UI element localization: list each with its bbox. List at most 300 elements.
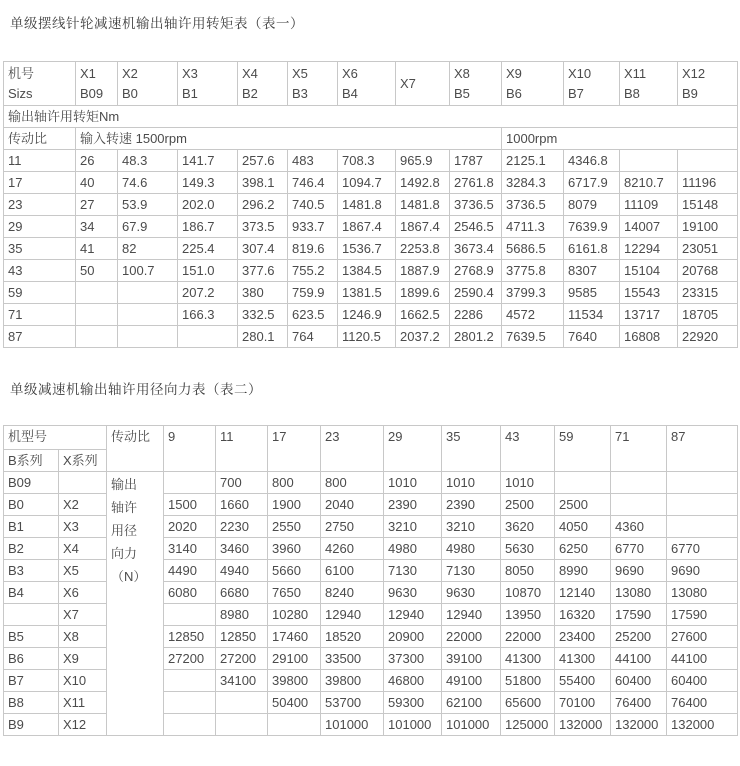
b-series-cell: B5 [4, 626, 59, 648]
force-value-cell: 70100 [555, 692, 611, 714]
ratio-value-header-cell: 29 [384, 426, 442, 472]
torque-value-cell: 149.3 [178, 172, 238, 194]
torque-value-cell: 15543 [620, 282, 678, 304]
force-value-cell: 2500 [501, 494, 555, 516]
torque-value-cell: 1246.9 [338, 304, 396, 326]
force-value-cell: 4360 [611, 516, 667, 538]
force-value-cell: 34100 [216, 670, 268, 692]
force-value-cell: 39100 [442, 648, 501, 670]
force-value-cell: 4980 [442, 538, 501, 560]
force-value-cell: 12850 [216, 626, 268, 648]
force-value-cell: 23400 [555, 626, 611, 648]
force-value-cell: 125000 [501, 714, 555, 736]
force-value-cell: 6770 [667, 538, 738, 560]
model-header-cell-line: X2 [122, 65, 138, 81]
force-value-cell [268, 714, 321, 736]
x-series-cell: X7 [59, 604, 107, 626]
torque-value-cell: 3284.3 [502, 172, 564, 194]
torque-data-row [4, 326, 738, 348]
torque-table [3, 61, 738, 348]
torque-value-cell: 307.4 [238, 238, 288, 260]
ratio-value-header-cell: 43 [501, 426, 555, 472]
model-header-cell-line: B2 [242, 85, 258, 101]
model-header-cell-line: X7 [400, 75, 416, 91]
force-value-cell: 1900 [268, 494, 321, 516]
ratio-value-header-cell: 87 [667, 426, 738, 472]
model-header-cell-line: X3 [182, 65, 198, 81]
torque-value-cell: 19100 [678, 216, 738, 238]
force-value-cell: 2020 [164, 516, 216, 538]
b-series-cell: B9 [4, 714, 59, 736]
torque-value-cell: 3673.4 [450, 238, 502, 260]
b-series-cell [4, 604, 59, 626]
size-header-cell-line: Sizs [8, 85, 33, 101]
torque-value-cell [178, 326, 238, 348]
force-value-cell: 2230 [216, 516, 268, 538]
torque-value-cell: 377.6 [238, 260, 288, 282]
force-value-cell [667, 472, 738, 494]
force-value-cell: 132000 [667, 714, 738, 736]
radial-force-table [3, 425, 738, 736]
force-value-cell: 22000 [501, 626, 555, 648]
force-value-cell: 700 [216, 472, 268, 494]
speed-1000rpm-cell: 1000rpm [502, 128, 738, 150]
force-value-cell: 65600 [501, 692, 555, 714]
x-series-cell: X12 [59, 714, 107, 736]
ratio-cell: 23 [4, 194, 76, 216]
torque-value-cell [118, 326, 178, 348]
b-series-cell: B7 [4, 670, 59, 692]
ratio-cell: 59 [4, 282, 76, 304]
ratio-value-header-cell: 71 [611, 426, 667, 472]
torque-value-cell: 1120.5 [338, 326, 396, 348]
torque-value-cell: 708.3 [338, 150, 396, 172]
torque-data-row [4, 304, 738, 326]
torque-value-cell [620, 150, 678, 172]
force-unit-label-cell-line: （N） [111, 569, 147, 584]
torque-value-cell [76, 282, 118, 304]
force-value-cell: 76400 [611, 692, 667, 714]
force-value-cell: 2500 [555, 494, 611, 516]
torque-value-cell [118, 282, 178, 304]
torque-value-cell: 18705 [678, 304, 738, 326]
ratio-value-header-cell: 9 [164, 426, 216, 472]
torque-value-cell: 151.0 [178, 260, 238, 282]
force-value-cell: 3210 [442, 516, 501, 538]
torque-value-cell: 759.9 [288, 282, 338, 304]
torque-value-cell [76, 326, 118, 348]
x-series-cell: X6 [59, 582, 107, 604]
torque-value-cell: 933.7 [288, 216, 338, 238]
force-value-cell: 39800 [321, 670, 384, 692]
model-header-cell-line: X11 [624, 65, 647, 81]
force-value-cell: 8050 [501, 560, 555, 582]
torque-value-cell: 764 [288, 326, 338, 348]
force-value-cell: 12850 [164, 626, 216, 648]
torque-value-cell: 755.2 [288, 260, 338, 282]
torque-value-cell [678, 150, 738, 172]
force-value-cell: 53700 [321, 692, 384, 714]
force-value-cell: 22000 [442, 626, 501, 648]
force-value-cell: 4490 [164, 560, 216, 582]
torque-value-cell: 380 [238, 282, 288, 304]
torque-value-cell: 2286 [450, 304, 502, 326]
force-value-cell [164, 472, 216, 494]
model-header-cell-line: B6 [506, 85, 522, 101]
b-series-cell: B8 [4, 692, 59, 714]
model-header-cell-line: B8 [624, 85, 640, 101]
torque-value-cell: 40 [76, 172, 118, 194]
torque-data-row [4, 194, 738, 216]
force-value-cell: 12940 [321, 604, 384, 626]
torque-unit-cell: 输出轴许用转矩Nm [4, 106, 738, 128]
torque-value-cell: 373.5 [238, 216, 288, 238]
force-value-cell [667, 494, 738, 516]
force-value-cell: 6770 [611, 538, 667, 560]
torque-value-cell: 11196 [678, 172, 738, 194]
ratio-cell: 87 [4, 326, 76, 348]
torque-value-cell: 1787 [450, 150, 502, 172]
torque-value-cell: 50 [76, 260, 118, 282]
force-value-cell: 10280 [268, 604, 321, 626]
model-header-cell-line: X10 [568, 65, 592, 81]
force-value-cell: 7650 [268, 582, 321, 604]
force-value-cell: 13080 [667, 582, 738, 604]
torque-table-title: 单级摆线针轮减速机输出轴许用转矩表（表一） [10, 16, 304, 31]
force-value-cell: 12140 [555, 582, 611, 604]
force-value-cell: 17460 [268, 626, 321, 648]
torque-value-cell: 2125.1 [502, 150, 564, 172]
torque-value-cell: 16808 [620, 326, 678, 348]
model-header-cell-line: B7 [568, 85, 584, 101]
torque-value-cell: 1384.5 [338, 260, 396, 282]
force-value-cell: 46800 [384, 670, 442, 692]
force-value-cell: 41300 [555, 648, 611, 670]
force-value-cell: 2750 [321, 516, 384, 538]
model-header-cell [450, 62, 502, 106]
force-value-cell: 7130 [384, 560, 442, 582]
torque-value-cell: 11109 [620, 194, 678, 216]
size-header-cell [4, 62, 76, 106]
force-value-cell: 62100 [442, 692, 501, 714]
force-value-cell: 2390 [384, 494, 442, 516]
ratio-value-header-cell: 23 [321, 426, 384, 472]
torque-data-row [4, 282, 738, 304]
ratio-value-header-cell: 35 [442, 426, 501, 472]
ratio-label-cell: 传动比 [4, 128, 76, 150]
force-value-cell: 9630 [442, 582, 501, 604]
model-header-cell-line: X1 [80, 65, 96, 81]
torque-value-cell: 1492.8 [396, 172, 450, 194]
force-value-cell: 9690 [667, 560, 738, 582]
ratio-cell: 17 [4, 172, 76, 194]
torque-value-cell: 14007 [620, 216, 678, 238]
torque-value-cell: 23051 [678, 238, 738, 260]
model-header-cell-line: X12 [682, 65, 706, 81]
model-header-cell-line: B4 [342, 85, 358, 101]
torque-value-cell: 483 [288, 150, 338, 172]
ratio-value-header-cell: 17 [268, 426, 321, 472]
force-value-cell: 13950 [501, 604, 555, 626]
force-value-cell: 2390 [442, 494, 501, 516]
model-header-cell-line: X9 [506, 65, 522, 81]
force-value-cell [611, 494, 667, 516]
force-value-cell [611, 472, 667, 494]
force-value-cell: 41300 [501, 648, 555, 670]
torque-value-cell: 13717 [620, 304, 678, 326]
force-value-cell [164, 670, 216, 692]
force-value-cell [164, 714, 216, 736]
ratio-header-cell: 传动比 [107, 426, 164, 472]
force-value-cell: 10870 [501, 582, 555, 604]
torque-value-cell: 1094.7 [338, 172, 396, 194]
torque-value-cell: 26 [76, 150, 118, 172]
force-value-cell: 27200 [216, 648, 268, 670]
torque-value-cell: 1536.7 [338, 238, 396, 260]
force-value-cell: 3620 [501, 516, 555, 538]
force-value-cell: 55400 [555, 670, 611, 692]
force-value-cell: 60400 [667, 670, 738, 692]
force-value-cell: 101000 [384, 714, 442, 736]
model-header-cell-line: B3 [292, 85, 308, 101]
force-value-cell: 17590 [667, 604, 738, 626]
torque-value-cell: 202.0 [178, 194, 238, 216]
force-value-cell: 9690 [611, 560, 667, 582]
torque-value-cell: 1662.5 [396, 304, 450, 326]
force-value-cell [216, 692, 268, 714]
torque-value-cell [118, 304, 178, 326]
force-value-cell: 8240 [321, 582, 384, 604]
torque-data-row [4, 238, 738, 260]
force-value-cell: 59300 [384, 692, 442, 714]
force-value-cell: 3460 [216, 538, 268, 560]
force-value-cell: 51800 [501, 670, 555, 692]
torque-value-cell: 3736.5 [502, 194, 564, 216]
model-header-cell-line: X8 [454, 65, 470, 81]
model-header-cell [238, 62, 288, 106]
force-value-cell: 6080 [164, 582, 216, 604]
model-header-cell [396, 62, 450, 106]
torque-value-cell: 3775.8 [502, 260, 564, 282]
torque-value-cell: 141.7 [178, 150, 238, 172]
force-value-cell [667, 516, 738, 538]
torque-value-cell: 11534 [564, 304, 620, 326]
model-header-cell-line: X6 [342, 65, 358, 81]
torque-value-cell: 9585 [564, 282, 620, 304]
force-value-cell: 4260 [321, 538, 384, 560]
torque-value-cell: 67.9 [118, 216, 178, 238]
force-value-cell: 13080 [611, 582, 667, 604]
torque-value-cell: 225.4 [178, 238, 238, 260]
force-value-cell: 6100 [321, 560, 384, 582]
torque-value-cell: 8210.7 [620, 172, 678, 194]
force-unit-label-cell-line: 用径 [111, 523, 138, 538]
torque-value-cell: 2037.2 [396, 326, 450, 348]
torque-value-cell: 1481.8 [338, 194, 396, 216]
torque-value-cell: 819.6 [288, 238, 338, 260]
force-value-cell: 12940 [384, 604, 442, 626]
force-header-row [4, 426, 738, 450]
torque-value-cell: 2253.8 [396, 238, 450, 260]
torque-value-cell: 332.5 [238, 304, 288, 326]
torque-value-cell: 296.2 [238, 194, 288, 216]
ratio-cell: 35 [4, 238, 76, 260]
force-value-cell: 16320 [555, 604, 611, 626]
force-value-cell [164, 604, 216, 626]
torque-value-cell: 100.7 [118, 260, 178, 282]
b-series-cell: B09 [4, 472, 59, 494]
torque-value-cell: 207.2 [178, 282, 238, 304]
torque-value-cell: 1481.8 [396, 194, 450, 216]
radial-force-table-title: 单级减速机输出轴许用径向力表（表二） [10, 382, 262, 397]
force-value-cell: 76400 [667, 692, 738, 714]
force-value-cell: 4050 [555, 516, 611, 538]
force-value-cell: 27200 [164, 648, 216, 670]
force-value-cell: 1010 [501, 472, 555, 494]
force-value-cell: 1660 [216, 494, 268, 516]
torque-value-cell: 2590.4 [450, 282, 502, 304]
torque-value-cell: 1867.4 [338, 216, 396, 238]
torque-value-cell: 398.1 [238, 172, 288, 194]
x-series-cell: X8 [59, 626, 107, 648]
torque-value-cell: 1867.4 [396, 216, 450, 238]
force-value-cell: 800 [268, 472, 321, 494]
force-value-cell: 800 [321, 472, 384, 494]
model-header-cell [338, 62, 396, 106]
force-value-cell: 27600 [667, 626, 738, 648]
force-value-cell: 25200 [611, 626, 667, 648]
b-series-cell: B4 [4, 582, 59, 604]
force-value-cell: 44100 [667, 648, 738, 670]
force-value-cell [555, 472, 611, 494]
force-value-cell: 20900 [384, 626, 442, 648]
torque-value-cell: 3799.3 [502, 282, 564, 304]
b-series-cell: B6 [4, 648, 59, 670]
torque-value-cell: 7639.9 [564, 216, 620, 238]
ratio-cell: 43 [4, 260, 76, 282]
model-no-header-cell: 机型号 [4, 426, 107, 450]
force-value-cell: 9630 [384, 582, 442, 604]
torque-data-row [4, 150, 738, 172]
torque-value-cell: 82 [118, 238, 178, 260]
force-value-cell: 132000 [555, 714, 611, 736]
x-series-cell: X4 [59, 538, 107, 560]
force-unit-label-cell-line: 向力 [111, 546, 138, 561]
force-value-cell: 1010 [442, 472, 501, 494]
torque-value-cell: 4572 [502, 304, 564, 326]
torque-value-cell: 7640 [564, 326, 620, 348]
b-series-cell: B0 [4, 494, 59, 516]
force-value-cell: 2550 [268, 516, 321, 538]
force-value-cell: 101000 [442, 714, 501, 736]
force-value-cell: 39800 [268, 670, 321, 692]
torque-value-cell: 2761.8 [450, 172, 502, 194]
force-value-cell: 4980 [384, 538, 442, 560]
torque-value-cell: 280.1 [238, 326, 288, 348]
force-value-cell: 12940 [442, 604, 501, 626]
torque-value-cell: 22920 [678, 326, 738, 348]
force-value-cell: 18520 [321, 626, 384, 648]
torque-value-cell: 8307 [564, 260, 620, 282]
force-unit-label-cell-line: 输出 [111, 477, 138, 492]
torque-value-cell: 2546.5 [450, 216, 502, 238]
force-value-cell: 101000 [321, 714, 384, 736]
model-header-cell-line: B5 [454, 85, 470, 101]
force-value-cell [216, 714, 268, 736]
model-header-cell [288, 62, 338, 106]
model-header-cell-line: X4 [242, 65, 258, 81]
torque-value-cell: 27 [76, 194, 118, 216]
model-header-cell [76, 62, 118, 106]
force-value-cell: 132000 [611, 714, 667, 736]
model-header-cell [678, 62, 738, 106]
torque-data-row [4, 260, 738, 282]
force-value-cell: 1010 [384, 472, 442, 494]
force-value-cell: 5630 [501, 538, 555, 560]
torque-value-cell: 15148 [678, 194, 738, 216]
force-value-cell: 29100 [268, 648, 321, 670]
x-series-header-cell: X系列 [59, 450, 107, 472]
x-series-cell: X9 [59, 648, 107, 670]
torque-data-row [4, 172, 738, 194]
size-header-cell-line: 机号 [8, 65, 35, 81]
torque-value-cell: 166.3 [178, 304, 238, 326]
x-series-cell: X3 [59, 516, 107, 538]
model-header-cell-line: B0 [122, 85, 138, 101]
torque-value-cell: 7639.5 [502, 326, 564, 348]
torque-value-cell: 4711.3 [502, 216, 564, 238]
model-header-cell-line: B09 [80, 85, 104, 101]
force-value-cell: 2040 [321, 494, 384, 516]
torque-value-cell: 34 [76, 216, 118, 238]
torque-value-cell: 186.7 [178, 216, 238, 238]
b-series-cell: B2 [4, 538, 59, 560]
torque-value-cell: 1899.6 [396, 282, 450, 304]
force-value-cell: 17590 [611, 604, 667, 626]
force-value-cell: 5660 [268, 560, 321, 582]
x-series-cell: X2 [59, 494, 107, 516]
torque-value-cell: 1887.9 [396, 260, 450, 282]
force-value-cell: 6680 [216, 582, 268, 604]
force-value-cell: 4940 [216, 560, 268, 582]
b-series-header-cell: B系列 [4, 450, 59, 472]
force-unit-label-cell [107, 472, 164, 736]
speed-1500rpm-cell: 输入转速 1500rpm [76, 128, 502, 150]
force-value-cell: 33500 [321, 648, 384, 670]
torque-value-cell: 6161.8 [564, 238, 620, 260]
force-data-row [4, 472, 738, 494]
torque-value-cell: 740.5 [288, 194, 338, 216]
torque-value-cell: 41 [76, 238, 118, 260]
force-unit-label-cell-line: 轴许 [111, 500, 138, 515]
torque-value-cell: 4346.8 [564, 150, 620, 172]
x-series-cell: X11 [59, 692, 107, 714]
force-value-cell: 3210 [384, 516, 442, 538]
x-series-cell [59, 472, 107, 494]
torque-value-cell: 1381.5 [338, 282, 396, 304]
ratio-value-header-cell: 11 [216, 426, 268, 472]
torque-value-cell: 15104 [620, 260, 678, 282]
torque-value-cell: 74.6 [118, 172, 178, 194]
model-header-cell [564, 62, 620, 106]
force-value-cell: 8990 [555, 560, 611, 582]
torque-value-cell: 6717.9 [564, 172, 620, 194]
model-header-cell [118, 62, 178, 106]
torque-value-cell: 623.5 [288, 304, 338, 326]
torque-value-cell: 3736.5 [450, 194, 502, 216]
b-series-cell: B3 [4, 560, 59, 582]
force-value-cell: 1500 [164, 494, 216, 516]
